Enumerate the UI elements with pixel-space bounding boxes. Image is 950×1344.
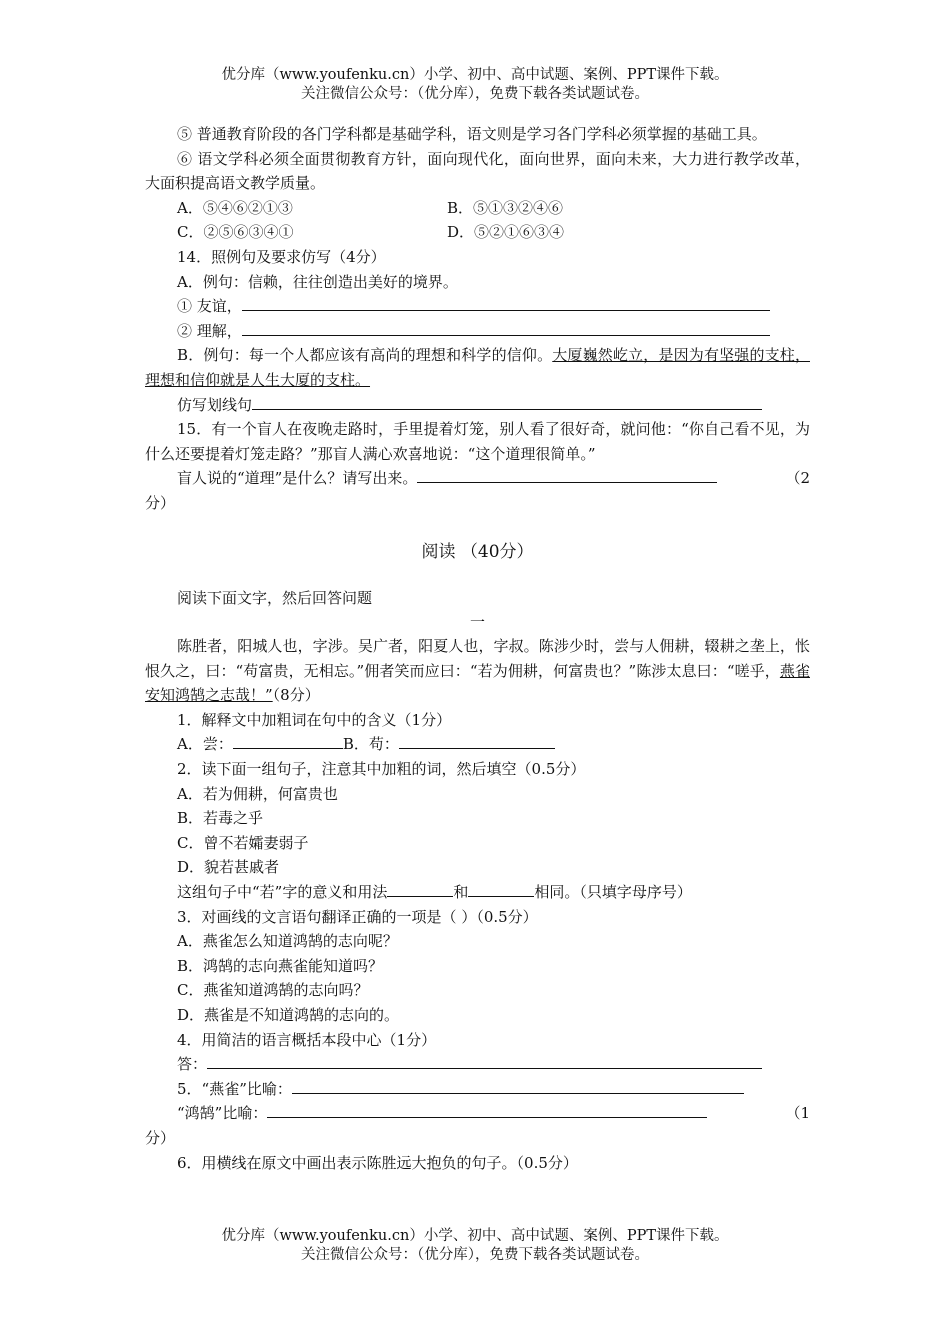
- q14-a-line-2: [145, 319, 810, 344]
- reading-section-number: 一: [469, 613, 485, 632]
- q15-score-b: 分）: [145, 493, 176, 512]
- q13-option-c: C．②⑤⑥③④①: [177, 223, 294, 242]
- q14-b-prompt: 仿写划线句: [177, 395, 253, 414]
- q13-option-a: A．⑤④⑥②①③: [177, 198, 293, 217]
- q13-sentence-5: ⑤ 普通教育阶段的各门学科都是基础学科，语文则是学习各门学科必须掌握的基础工具。: [177, 125, 767, 143]
- reading-q5-a: [145, 1077, 810, 1102]
- reading-q3-c: C．燕雀知道鸿鹄的志向吗？: [177, 981, 369, 1000]
- main-content: [145, 122, 810, 1175]
- reading-q5-b: [145, 1101, 810, 1126]
- page-footer: [0, 1227, 950, 1265]
- reading-passage: [145, 634, 810, 708]
- reading-intro: 阅读下面文字，然后回答问题: [177, 588, 373, 607]
- reading-title: 阅读 （40分）: [421, 541, 534, 562]
- q2-fill-text-b: 和: [453, 883, 469, 902]
- q1-blank-b[interactable]: [399, 732, 555, 749]
- q15-prompt: 盲人说的“道理”是什么？请写出来。: [177, 469, 418, 488]
- q14-a-line-1: [145, 294, 810, 319]
- q13-options-row-2: [145, 220, 810, 245]
- q13-sentence-6: ⑥ 语文学科必须全面贯彻教育方针，面向现代化，面向世界，面向未来，大力进行教学改革，大面积提高语文教学质量。: [145, 149, 810, 193]
- q5-score-b: 分）: [145, 1128, 176, 1147]
- q14-b-underlined: 大厦巍然屹立，是因为有坚强的支柱，理想和信仰就是人生大厦的支柱。: [145, 346, 810, 389]
- q13-options-row-1: [145, 196, 810, 221]
- reading-q2-a: A．若为佣耕，何富贵也: [177, 784, 338, 803]
- q4-answer-label: 答：: [177, 1055, 208, 1074]
- q5-blank-b[interactable]: [267, 1101, 707, 1118]
- q15-answer-blank[interactable]: [417, 466, 717, 483]
- q13-option-d: D．⑤②①⑥③④: [447, 223, 565, 242]
- q14-b-text: B．例句：每一个人都应该有高尚的理想和科学的信仰。: [177, 346, 553, 365]
- q5-blank-a[interactable]: [292, 1077, 744, 1094]
- reading-q2: 2．读下面一组句子，注意其中加粗的词，然后填空（0.5分）: [177, 760, 586, 779]
- q14-b-answer-blank[interactable]: [252, 393, 762, 410]
- q13-option-b: B．⑤①③②④⑥: [447, 198, 564, 217]
- q5-score-a: （1: [785, 1104, 810, 1123]
- q14-a-example: A．例句：信赖，往往创造出美好的境界。: [177, 272, 458, 291]
- q14-a-label-1: ① 友谊，: [177, 297, 242, 316]
- q14-b-prompt-line: [145, 393, 810, 418]
- q14-a-answer-blank-1[interactable]: [242, 294, 770, 311]
- q1-label-a: A．尝：: [177, 735, 233, 754]
- reading-q2-fill: [145, 880, 810, 905]
- q2-fill-text-c: 相同。（只填字母序号）: [534, 883, 692, 902]
- q14-title: 14．照例句及要求仿写（4分）: [177, 247, 386, 266]
- q15-score-a: （2: [785, 469, 810, 488]
- reading-q2-b: B．若毒之乎: [177, 809, 264, 828]
- q15-text: 15．有一个盲人在夜晚走路时，手里提着灯笼，别人看了很好奇，就问他：“你自己看不见，为什么还要提着灯笼走路？”那盲人满心欢喜地说：“这个道理很简单。”: [145, 420, 810, 463]
- passage-text: 陈胜者，阳城人也，字涉。吴广者，阳夏人也，字叔。陈涉少时，尝与人佣耕，辍耕之垄上，怅恨久之，曰：“苟富贵，无相忘。”佣者笑而应曰：“若为佣耕，何富贵也？”陈涉太息曰：“嗟乎，: [145, 637, 810, 680]
- q14-a-answer-blank-2[interactable]: [242, 319, 770, 336]
- passage-score: （8分）: [272, 686, 320, 705]
- reading-q4: 4．用简洁的语言概括本段中心（1分）: [177, 1030, 437, 1049]
- q5-label-a: 5．“燕雀”比喻：: [177, 1079, 292, 1098]
- reading-q6: 6．用横线在原文中画出表示陈胜远大抱负的句子。（0.5分）: [177, 1153, 578, 1172]
- reading-q3-d: D．燕雀是不知道鸿鹄的志向的。: [177, 1006, 400, 1024]
- q1-blank-a[interactable]: [233, 732, 343, 749]
- footer-line-1: 优分库（www.youfenku.cn）小学、初中、高中试题、案例、PPT课件下载。: [221, 1228, 729, 1244]
- page-header: [0, 66, 950, 104]
- q14-b-example: [145, 343, 810, 392]
- reading-q2-c: C．曾不若孀妻弱子: [177, 833, 309, 852]
- reading-q3-a: A．燕雀怎么知道鸿鹄的志向呢？: [177, 932, 398, 951]
- q2-fill-text-a: 这组句子中“若”字的意义和用法: [177, 883, 388, 902]
- reading-q1: 1．解释文中加粗词在句中的含义（1分）: [177, 710, 452, 729]
- reading-q1-answers: [145, 732, 810, 757]
- reading-q4-answer-line: [145, 1052, 810, 1077]
- q4-answer-blank[interactable]: [207, 1052, 762, 1069]
- q2-blank-1[interactable]: [387, 880, 453, 897]
- reading-q2-d: D．貌若甚戚者: [177, 858, 280, 877]
- passage-underlined: 燕雀安知鸿鹄之志哉！”: [145, 661, 810, 705]
- reading-q3: 3．对画线的文言语句翻译正确的一项是（ ）（0.5分）: [177, 907, 538, 926]
- q1-label-b: B．苟：: [342, 735, 399, 754]
- q2-blank-2[interactable]: [468, 880, 534, 897]
- q5-label-b: “鸿鹄”比喻：: [177, 1104, 268, 1123]
- header-line-1: 优分库（www.youfenku.cn）小学、初中、高中试题、案例、PPT课件下载。: [221, 67, 729, 83]
- q15-prompt-line: [145, 466, 810, 491]
- reading-q3-b: B．鸿鹄的志向燕雀能知道吗？: [177, 956, 384, 975]
- footer-line-2: 关注微信公众号：（优分库），免费下载各类试题试卷。: [301, 1247, 649, 1263]
- header-line-2: 关注微信公众号：（优分库），免费下载各类试题试卷。: [301, 86, 649, 102]
- q14-a-label-2: ② 理解，: [177, 321, 242, 340]
